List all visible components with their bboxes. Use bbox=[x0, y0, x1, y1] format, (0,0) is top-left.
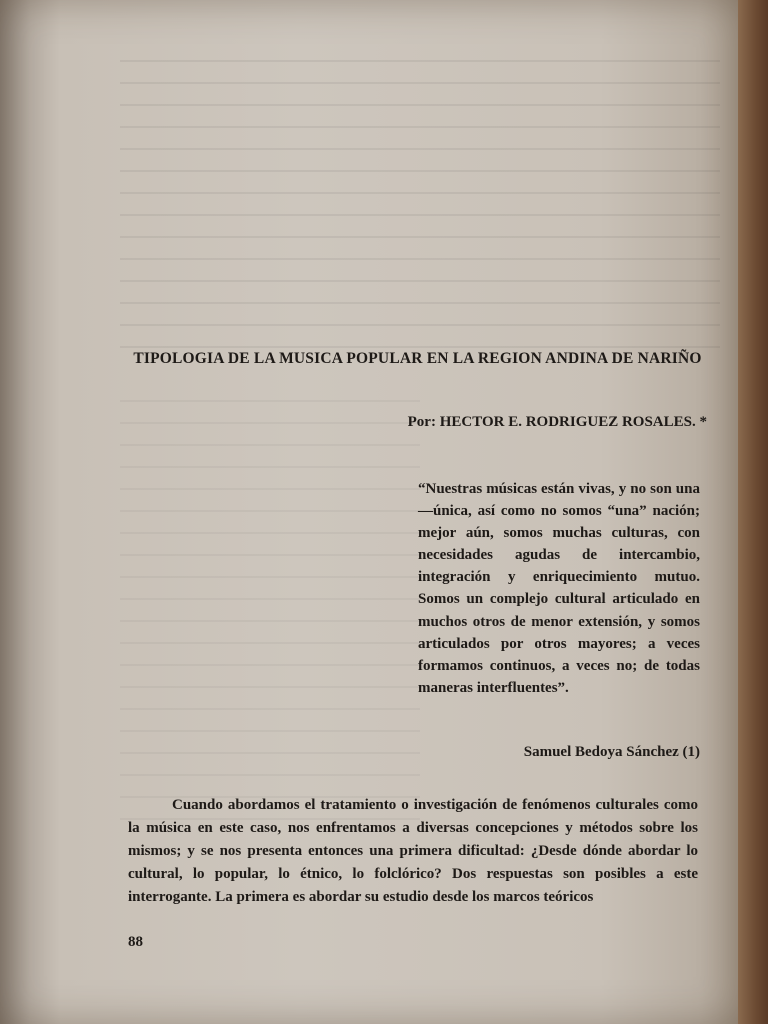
show-through-text bbox=[120, 60, 720, 360]
article-author: Por: HECTOR E. RODRIGUEZ ROSALES. * bbox=[407, 414, 707, 430]
book-spine bbox=[738, 0, 768, 1024]
show-through-text-lower bbox=[120, 400, 420, 820]
body-text bbox=[128, 794, 698, 909]
article-title: TIPOLOGIA DE LA MUSICA POPULAR EN LA REGION ANDINA DE NARIÑO bbox=[133, 350, 702, 367]
epigraph-attribution: Samuel Bedoya Sánchez (1) bbox=[523, 744, 700, 760]
epigraph-quote: “Nuestras músicas están vivas, y no son una —única, así como no somos “una” nación; mejor aún, somos muchas culturas, con necesidades agudas de intercambio, integración y enriquecimiento mutuo. Somos un complejo cultural articulado en muchos otros de menor extensión, y somos articulados por otros mayores; a veces formamos continuos, a veces no; de todas maneras interfluentes”. bbox=[418, 481, 700, 696]
page-number: 88 bbox=[128, 934, 143, 950]
body-paragraph: Cuando abordamos el tratamiento o investigación de fenómenos culturales como la música en este caso, nos enfrentamos a diversas concepciones y métodos sobre los mismos; y se nos presenta entonces una primera dificultad: ¿Desde dónde abordar lo cultural, lo popular, lo étnico, lo folclórico? Dos respuestas son posibles a este interrogante. La primera es abordar su estudio desde los marcos teóricos bbox=[128, 797, 698, 905]
